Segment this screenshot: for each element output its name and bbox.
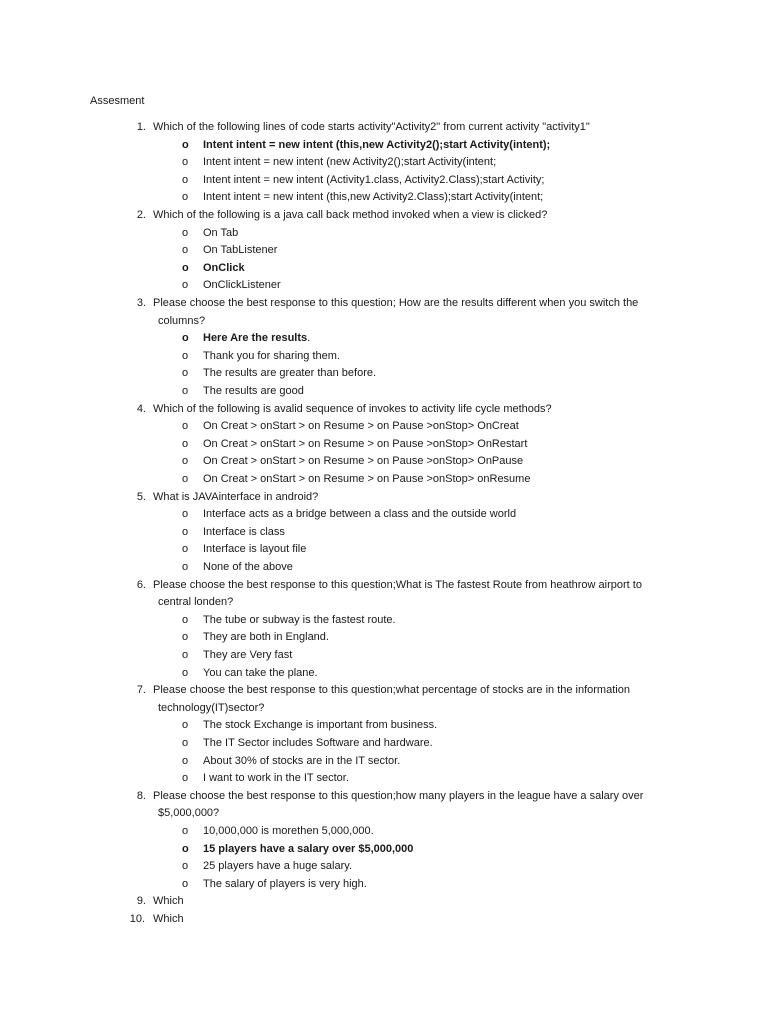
option-bullet: o bbox=[182, 455, 189, 468]
option-bullet: o bbox=[182, 754, 189, 767]
answer-option-text: Intent intent = new intent (Activity1.class, Activity2.Class);start Activity; bbox=[203, 173, 545, 186]
question-text: Which bbox=[153, 913, 184, 925]
option-bullet: o bbox=[182, 877, 189, 890]
answer-option-text: About 30% of stocks are in the IT sector. bbox=[203, 754, 401, 767]
answer-option bbox=[203, 155, 496, 170]
option-bullet: o bbox=[182, 772, 189, 785]
question-number: 5. bbox=[136, 490, 146, 503]
option-bullet: o bbox=[182, 261, 189, 274]
question-text: What is JAVAinterface in android? bbox=[153, 490, 319, 503]
answer-option bbox=[203, 173, 544, 188]
answer-option bbox=[203, 226, 238, 241]
answer-option-text: The salary of players is very high. bbox=[203, 877, 367, 890]
question-text: Which of the following lines of code starts activity"Activity2" from current activity "activity1" bbox=[153, 121, 590, 133]
answer-option bbox=[203, 666, 318, 681]
option-bullet: o bbox=[182, 173, 189, 186]
answer-option-text: The stock Exchange is important from business. bbox=[203, 719, 438, 732]
option-bullet: o bbox=[182, 226, 189, 239]
question-text: Which of the following is avalid sequence of invokes to activity life cycle methods? bbox=[153, 402, 552, 415]
answer-option-text: None of the above bbox=[203, 561, 293, 573]
document-title: Assesment bbox=[90, 95, 145, 107]
answer-option-text: Intent intent = new intent (new Activity2();start Activity(intent; bbox=[203, 156, 497, 169]
answer-option-text: Interface is layout file bbox=[203, 543, 307, 556]
answer-option-text: You can take the plane. bbox=[203, 666, 318, 679]
answer-option bbox=[203, 859, 352, 874]
option-bullet: o bbox=[182, 367, 189, 380]
answer-option-text: The IT Sector includes Software and hardware. bbox=[203, 737, 433, 749]
answer-option-text: On Creat > onStart > on Resume > on Pause >onStop> OnCreat bbox=[203, 420, 519, 433]
answer-option-text: The results are greater than before. bbox=[203, 367, 377, 380]
question-text-continued: central londen? bbox=[158, 596, 234, 609]
answer-option bbox=[203, 366, 376, 381]
option-bullet: o bbox=[182, 543, 189, 556]
question-text: Please choose the best response to this question;What is The fastest Route from heathrow airport to bbox=[153, 578, 642, 591]
answer-option-selected bbox=[203, 842, 413, 857]
answer-option-text: On Tab bbox=[203, 226, 239, 239]
option-bullet: o bbox=[182, 613, 189, 626]
answer-option bbox=[203, 718, 437, 733]
option-bullet: o bbox=[182, 525, 189, 538]
question-number: 10. bbox=[129, 913, 145, 925]
answer-option bbox=[203, 560, 293, 575]
question-number: 8. bbox=[136, 789, 146, 802]
answer-option-selected bbox=[203, 261, 245, 276]
answer-option bbox=[203, 190, 543, 205]
option-bullet: o bbox=[182, 191, 189, 204]
option-bullet: o bbox=[182, 737, 189, 749]
answer-option-text: Here Are the results bbox=[203, 332, 308, 345]
answer-option bbox=[203, 824, 374, 839]
option-bullet: o bbox=[182, 332, 189, 345]
question-number: 4. bbox=[136, 402, 146, 415]
option-bullet: o bbox=[182, 842, 189, 855]
answer-option bbox=[203, 243, 277, 258]
question-number: 9. bbox=[136, 895, 146, 908]
answer-option bbox=[203, 349, 340, 364]
option-bullet: o bbox=[182, 825, 189, 837]
question-number: 6. bbox=[136, 578, 146, 591]
answer-option-selected bbox=[203, 331, 310, 346]
question-text: Which of the following is a java call back method invoked when a view is clicked? bbox=[153, 209, 548, 221]
question-text: Please choose the best response to this question; How are the results different when you switch the bbox=[153, 297, 639, 309]
answer-option-text: I want to work in the IT sector. bbox=[203, 772, 349, 785]
answer-option-text: On Creat > onStart > on Resume > on Pause >onStop> onResume bbox=[203, 473, 531, 485]
option-bullet: o bbox=[182, 279, 189, 292]
option-bullet: o bbox=[182, 860, 189, 873]
answer-option bbox=[203, 771, 349, 786]
answer-option bbox=[203, 630, 329, 645]
answer-option-text: OnClickListener bbox=[203, 279, 281, 292]
option-bullet: o bbox=[182, 138, 189, 151]
answer-option bbox=[203, 525, 285, 540]
answer-option-text: Interface is class bbox=[203, 525, 285, 538]
answer-option bbox=[203, 454, 523, 469]
answer-option bbox=[203, 419, 519, 434]
answer-option-text: The tube or subway is the fastest route. bbox=[203, 613, 396, 626]
answer-option-selected bbox=[203, 138, 550, 153]
question-text-continued: technology(IT)sector? bbox=[158, 701, 265, 714]
option-bullet: o bbox=[182, 649, 189, 661]
answer-option-suffix: . bbox=[307, 332, 311, 345]
option-bullet: o bbox=[182, 420, 189, 433]
option-bullet: o bbox=[182, 666, 189, 679]
answer-option-text: Interface acts as a bridge between a class and the outside world bbox=[203, 508, 517, 521]
question-text: Please choose the best response to this question;how many players in the league have a salary over bbox=[153, 789, 644, 802]
answer-option bbox=[203, 648, 292, 663]
question-text-continued: $5,000,000? bbox=[158, 807, 220, 820]
question-text: Which bbox=[153, 895, 184, 908]
answer-option-text: The results are good bbox=[203, 385, 304, 397]
question-text-continued: columns? bbox=[158, 314, 206, 327]
answer-option-text: They are both in England. bbox=[203, 631, 329, 644]
option-bullet: o bbox=[182, 437, 189, 450]
option-bullet: o bbox=[182, 508, 189, 521]
option-bullet: o bbox=[182, 385, 189, 397]
answer-option-text: 10,000,000 is morethen 5,000,000. bbox=[203, 825, 374, 837]
answer-option bbox=[203, 507, 516, 522]
option-bullet: o bbox=[182, 631, 189, 644]
answer-option-text: 15 players have a salary over $5,000,000 bbox=[203, 842, 414, 855]
question-number: 3. bbox=[136, 297, 146, 309]
option-bullet: o bbox=[182, 349, 189, 362]
answer-option-text: Thank you for sharing them. bbox=[203, 349, 340, 362]
answer-option-text: 25 players have a huge salary. bbox=[203, 860, 352, 873]
answer-option-text: On TabListener bbox=[203, 244, 278, 257]
option-bullet: o bbox=[182, 156, 189, 169]
answer-option-text: On Creat > onStart > on Resume > on Pause >onStop> OnRestart bbox=[203, 437, 528, 450]
answer-option-text: On Creat > onStart > on Resume > on Pause >onStop> OnPause bbox=[203, 455, 524, 468]
question-number: 7. bbox=[136, 684, 146, 697]
answer-option bbox=[203, 542, 306, 557]
answer-option-text: Intent intent = new intent (this,new Activity2.Class);start Activity(intent; bbox=[203, 191, 544, 204]
option-bullet: o bbox=[182, 244, 189, 257]
question-number: 2. bbox=[136, 209, 146, 221]
answer-option bbox=[203, 754, 400, 769]
answer-option bbox=[203, 384, 304, 399]
question-text: Please choose the best response to this question;what percentage of stocks are in the information bbox=[153, 684, 630, 697]
answer-option-text: They are Very fast bbox=[203, 649, 293, 661]
option-bullet: o bbox=[182, 561, 189, 573]
answer-option bbox=[203, 613, 396, 628]
answer-option bbox=[203, 736, 433, 751]
answer-option bbox=[203, 877, 367, 892]
option-bullet: o bbox=[182, 719, 189, 732]
answer-option bbox=[203, 278, 281, 293]
answer-option-text: Intent intent = new intent (this,new Activity2();start Activity(intent); bbox=[203, 138, 551, 151]
question-number: 1. bbox=[136, 121, 146, 133]
answer-option bbox=[203, 472, 530, 487]
answer-option bbox=[203, 437, 527, 452]
option-bullet: o bbox=[182, 473, 189, 485]
answer-option-text: OnClick bbox=[203, 261, 245, 274]
